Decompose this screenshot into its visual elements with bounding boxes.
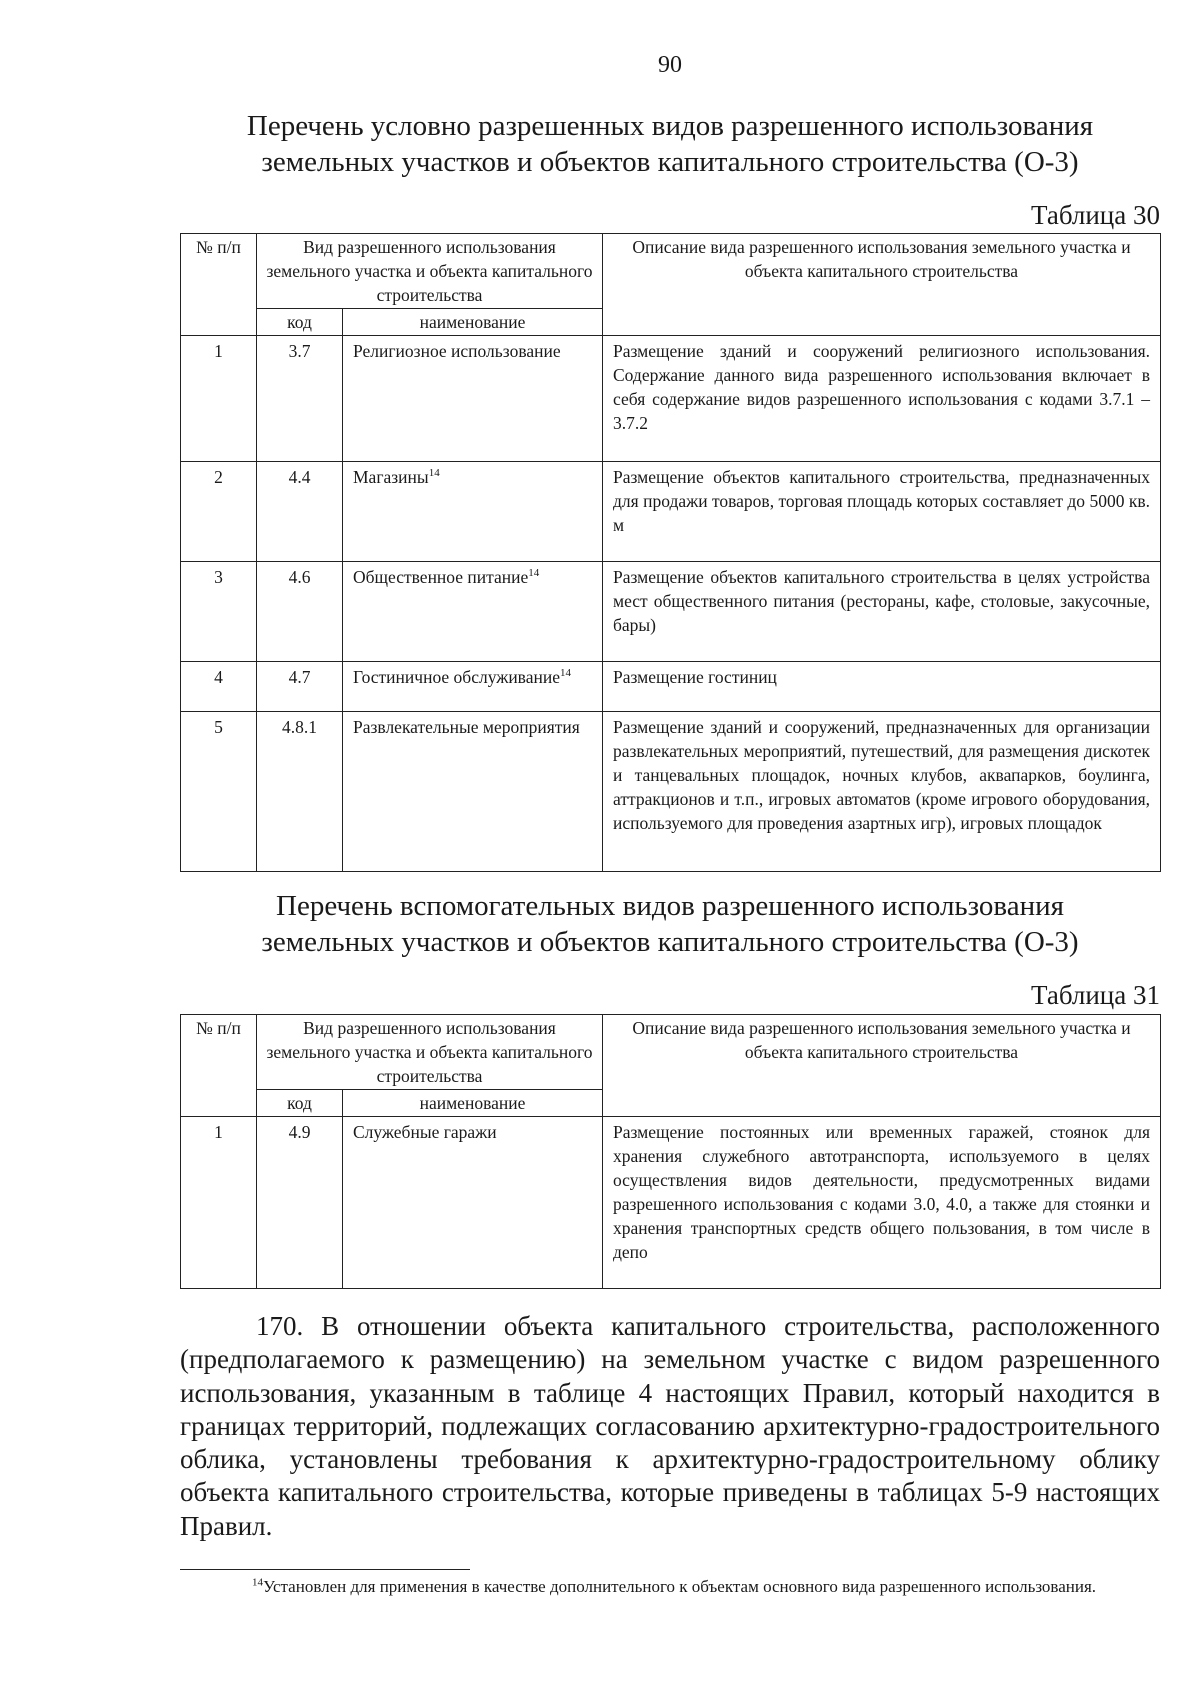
row-name-text: Развлекательные мероприятия (353, 717, 580, 737)
footnote (180, 1575, 1160, 1599)
row-name (343, 712, 603, 872)
table31 (180, 1014, 1161, 1289)
table30-heading-line-2: земельных участков и объектов капитального строительства (О-3) (261, 146, 1079, 178)
paragraph-170: 170. В отношении объекта капитального строительства, расположенного (предполагаемого к размещению) на земельном участке с видом разрешенного использования, указанным в таблице 4 настоящих Правил, который находится в границах территорий, подлежащих согласованию архитектурно-градостроительного облика, установлены требования к архитектурно-градостроительному облику объекта капитального строительства, которые приведены в таблицах 5-9 настоящих Правил. (180, 1311, 1160, 1541)
table31-header-desc: Описание вида разрешенного использования земельного участка и объекта капитального строительства (603, 1015, 1161, 1117)
row-num: 5 (181, 712, 257, 872)
row-name (343, 662, 603, 712)
table-row (181, 1117, 1161, 1289)
row-name (343, 462, 603, 562)
row-code: 4.7 (257, 662, 343, 712)
row-num: 2 (181, 462, 257, 562)
row-desc: Размещение гостиниц (603, 662, 1161, 712)
row-num: 1 (181, 336, 257, 462)
table31-header-code: код (257, 1090, 343, 1117)
page-number: 90 (658, 52, 682, 78)
table30-heading-line-1: Перечень условно разрешенных видов разрешенного использования (246, 110, 1094, 142)
row-code: 4.4 (257, 462, 343, 562)
row-name-text: Религиозное использование (353, 341, 561, 361)
row-name (343, 336, 603, 462)
row-code: 4.6 (257, 562, 343, 662)
table31-heading-line-1: Перечень вспомогательных видов разрешенного использования (276, 890, 1064, 922)
row-code: 4.8.1 (257, 712, 343, 872)
footnote-divider (180, 1569, 470, 1570)
row-name-text: Магазины (353, 467, 429, 487)
table30-caption: Таблица 30 (1031, 200, 1160, 230)
table30 (180, 233, 1161, 872)
row-name (343, 1117, 603, 1289)
row-num: 3 (181, 562, 257, 662)
table30-header-num: № п/п (181, 234, 257, 336)
table-row (181, 712, 1161, 872)
row-desc: Размещение зданий и сооружений, предназначенных для организации развлекательных мероприятий, путешествий, для размещения дискотек и танцевальных площадок, ночных клубов, аквапарков, боулинга, аттракционов и т.п., игровых автоматов (кроме игрового оборудования, используемого для проведения азартных игр), игровых площадок (603, 712, 1161, 872)
footnote-text: Установлен для применения в качестве дополнительного к объектам основного вида разрешенного использования. (263, 1577, 1097, 1596)
footnote-ref: 14 (559, 667, 571, 680)
table31-header-name: наименование (343, 1090, 603, 1117)
row-desc: Размещение зданий и сооружений религиозного использования. Содержание данного вида разрешенного использования включает в себя содержание видов разрешенного использования с кодами 3.7.1 – 3.7.2 (603, 336, 1161, 462)
table30-header-code: код (257, 309, 343, 336)
table-row (181, 662, 1161, 712)
table31-caption: Таблица 31 (1031, 980, 1160, 1010)
table30-header-vid: Вид разрешенного использования земельного участка и объекта капитального строительства (257, 234, 603, 309)
row-desc: Размещение объектов капитального строительства, предназначенных для продажи товаров, торговая площадь которых составляет до 5000 кв. м (603, 462, 1161, 562)
row-code: 3.7 (257, 336, 343, 462)
table31-header-vid: Вид разрешенного использования земельного участка и объекта капитального строительства (257, 1015, 603, 1090)
footnote-ref: 14 (428, 467, 440, 480)
row-name-text: Гостиничное обслуживание (353, 667, 560, 687)
row-name-text: Общественное питание (353, 567, 529, 587)
table31-heading-line-2: земельных участков и объектов капитального строительства (О-3) (261, 926, 1079, 958)
row-num: 4 (181, 662, 257, 712)
row-name-text: Служебные гаражи (353, 1122, 497, 1142)
row-desc: Размещение постоянных или временных гаражей, стоянок для хранения служебного автотранспорта, используемого в целях осуществления видов деятельности, предусмотренных видами разрешенного использования с кодами 3.0, 4.0, а также для стоянки и хранения транспортных средств общего пользования, в том числе в депо (603, 1117, 1161, 1289)
table30-header-desc: Описание вида разрешенного использования земельного участка и объекта капитального строительства (603, 234, 1161, 336)
row-name (343, 562, 603, 662)
table-row (181, 336, 1161, 462)
row-num: 1 (181, 1117, 257, 1289)
table-row (181, 562, 1161, 662)
table30-heading (180, 108, 1160, 180)
row-code: 4.9 (257, 1117, 343, 1289)
table31-heading (180, 888, 1160, 960)
table31-header-num: № п/п (181, 1015, 257, 1117)
table30-header-name: наименование (343, 309, 603, 336)
footnote-ref: 14 (528, 567, 540, 580)
footnote-mark: 14 (252, 1576, 263, 1589)
table-row (181, 462, 1161, 562)
row-desc: Размещение объектов капитального строительства в целях устройства мест общественного питания (рестораны, кафе, столовые, закусочные, бары) (603, 562, 1161, 662)
